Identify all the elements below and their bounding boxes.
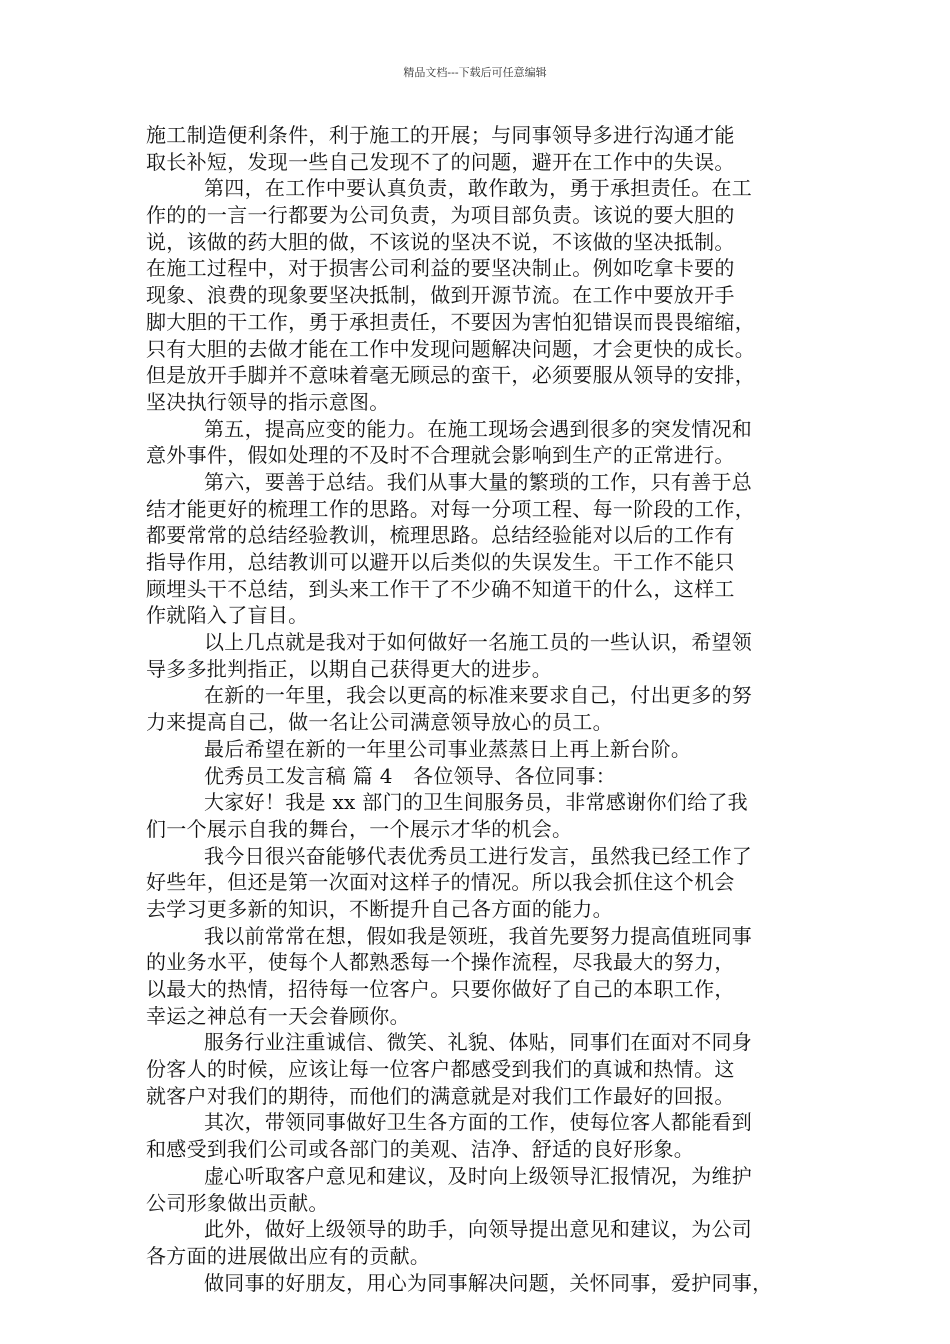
text-line: 力来提高自己，做一名让公司满意领导放心的员工。 [146, 710, 613, 735]
text-line: 份客人的时候，应该让每一位客户都感受到我们的真诚和热情。这 [146, 1057, 735, 1082]
text-line: 第五，提高应变的能力。在施工现场会遇到很多的突发情况和 [204, 416, 753, 441]
text-line: 我今日很兴奋能够代表优秀员工进行发言，虽然我已经工作了 [204, 843, 753, 868]
text-line: 现象、浪费的现象要坚决抵制，做到开源节流。在工作中要放开手 [146, 283, 735, 308]
text-line: 们一个展示自我的舞台，一个展示才华的机会。 [146, 816, 573, 841]
text-line: 我以前常常在想，假如我是领班，我首先要努力提高值班同事 [204, 923, 753, 948]
text-line: 各方面的进展做出应有的贡献。 [146, 1243, 431, 1268]
text-line: 只有大胆的去做才能在工作中发现问题解决问题，才会更快的成长。 [146, 336, 755, 361]
text-line: 就客户对我们的期待，而他们的满意就是对我们工作最好的回报。 [146, 1083, 735, 1108]
text-line: 幸运之神总有一天会眷顾你。 [146, 1003, 410, 1028]
text-line: 在施工过程中，对于损害公司利益的要坚决制止。例如吃拿卡要的 [146, 256, 735, 281]
text-line: 公司形象做出贡献。 [146, 1190, 329, 1215]
text-line: 好些年，但还是第一次面对这样子的情况。所以我会抓住这个机会 [146, 870, 735, 895]
text-line: 导多多批判指正，以期自己获得更大的进步。 [146, 656, 552, 681]
text-line: 最后希望在新的一年里公司事业蒸蒸日上再上新台阶。 [204, 736, 692, 761]
text-line: 都要常常的总结经验教训，梳理思路。总结经验能对以后的工作有 [146, 523, 735, 548]
text-line: 在新的一年里，我会以更高的标准来要求自己，付出更多的努 [204, 683, 753, 708]
text-line: 但是放开手脚并不意味着毫无顾忌的蛮干，必须要服从领导的安排， [146, 363, 755, 388]
text-line: 此外，做好上级领导的助手，向领导提出意见和建议，为公司 [204, 1217, 753, 1242]
text-line: 说，该做的药大胆的做，不该说的坚决不说，不该做的坚决抵制。 [146, 229, 735, 254]
text-line: 以最大的热情，招待每一位客户。只要你做好了自己的本职工作， [146, 977, 735, 1001]
text-line: 结才能更好的梳理工作的思路。对每一分项工程、每一阶段的工作， [146, 496, 755, 521]
text-line: 作就陷入了盲目。 [146, 603, 309, 628]
text-line: 和感受到我们公司或各部门的美观、洁净、舒适的良好形象。 [146, 1137, 695, 1162]
text-line: 坚决执行领导的指示意图。 [146, 389, 390, 414]
page-header: 精品文档---下载后可任意编辑 [403, 66, 547, 79]
text-line: 第六，要善于总结。我们从事大量的繁琐的工作，只有善于总 [204, 469, 753, 494]
text-line: 指导作用，总结教训可以避开以后类似的失误发生。干工作不能只 [146, 550, 735, 574]
text-line: 大家好！我是 xx 部门的卫生间服务员，非常感谢你们给了我 [204, 790, 748, 815]
text-line: 的业务水平，使每个人都熟悉每一个操作流程，尽我最大的努力， [146, 950, 735, 975]
text-line: 脚大胆的干工作，勇于承担责任，不要因为害怕犯错误而畏畏缩缩， [146, 309, 755, 334]
text-line: 意外事件，假如处理的不及时不合理就会影响到生产的正常进行。 [146, 443, 735, 468]
text-line: 虚心听取客户意见和建议，及时向上级领导汇报情况，为维护 [204, 1163, 753, 1188]
text-line: 顾埋头干不总结，到头来工作干了不少确不知道干的什么，这样工 [146, 576, 735, 601]
text-line: 服务行业注重诚信、微笑、礼貌、体贴，同事们在面对不同身 [204, 1030, 753, 1055]
text-line: 施工制造便利条件，利于施工的开展；与同事领导多进行沟通才能 [146, 123, 735, 147]
text-line: 其次，带领同事做好卫生各方面的工作，使每位客人都能看到 [204, 1110, 753, 1135]
text-line: 优秀员工发言稿 篇 4 各位领导、各位同事： [204, 763, 617, 788]
text-line: 取长补短，发现一些自己发现不了的问题，避开在工作中的失误。 [146, 149, 735, 174]
document-body [146, 122, 812, 1296]
text-line: 作的的一言一行都要为公司负责，为项目部负责。该说的要大胆的 [146, 203, 735, 228]
text-line: 第四，在工作中要认真负责，敢作敢为，勇于承担责任。在工 [204, 176, 753, 201]
text-line: 做同事的好朋友，用心为同事解决问题，关怀同事，爱护同事， [204, 1270, 773, 1295]
text-line: 去学习更多新的知识，不断提升自己各方面的能力。 [146, 896, 613, 921]
text-line: 以上几点就是我对于如何做好一名施工员的一些认识，希望领 [204, 630, 753, 655]
